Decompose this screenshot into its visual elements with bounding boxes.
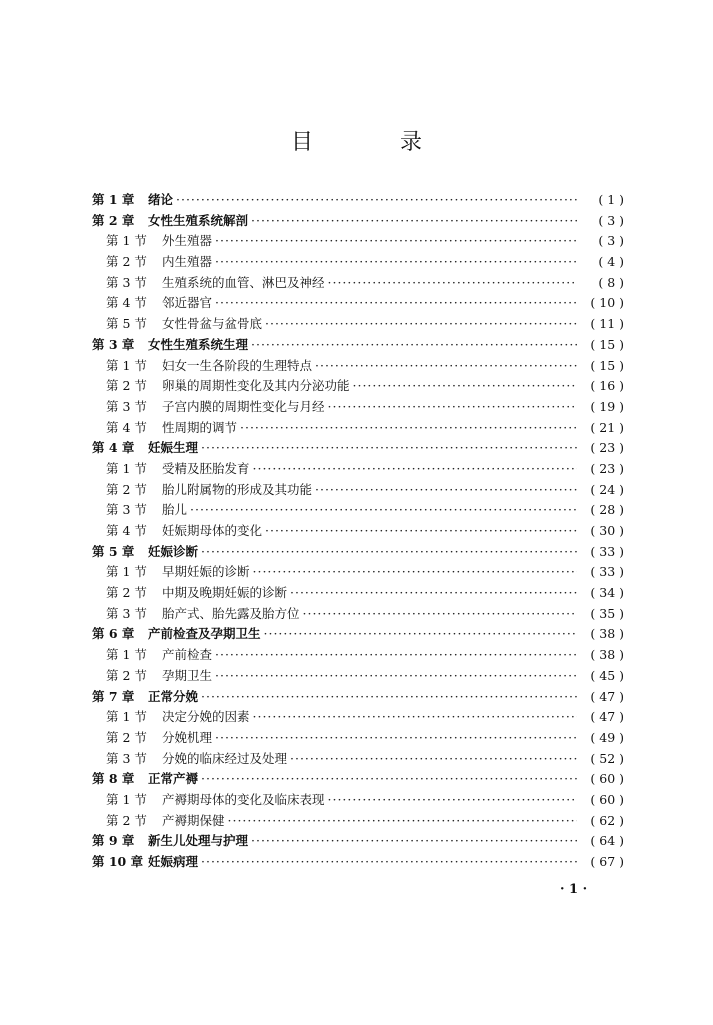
entry-number: 第 9 章 [92,833,135,849]
entry-page: ( 33 ) [590,564,624,580]
dot-leader [315,480,577,501]
entry-page: ( 34 ) [590,585,624,601]
entry-number: 第 3 章 [92,336,135,352]
entry-title: 正常分娩 [148,688,199,704]
toc-chapter-entry [92,624,624,645]
entry-title: 孕期卫生 [162,667,213,683]
entry-title: 胎儿 [162,502,188,518]
entry-number: 第 2 节 [106,667,147,683]
entry-page: ( 30 ) [590,523,624,538]
toc-section-entry [92,314,624,335]
entry-number: 第 4 章 [92,440,135,456]
toc-section-entry [92,666,624,687]
entry-page: ( 19 ) [590,398,624,414]
entry-page: ( 10 ) [590,295,624,311]
toc-section-entry [92,397,624,418]
toc-section-entry [92,356,624,377]
entry-page: ( 35 ) [590,605,624,621]
entry-title: 子宫内膜的周期性变化与月经 [162,398,325,414]
toc-chapter-entry [92,831,624,852]
toc-section-entry [92,645,624,666]
entry-title: 中期及晚期妊娠的诊断 [162,585,288,601]
entry-title: 性周期的调节 [162,419,238,435]
toc-chapter-entry [92,769,624,790]
entry-title: 妊娠期母体的变化 [162,523,263,538]
entry-number: 第 2 节 [106,729,147,745]
entry-title: 决定分娩的因素 [162,709,250,725]
entry-title: 卵巢的周期性变化及其内分泌功能 [162,378,350,394]
entry-title: 新生儿处理与护理 [148,833,249,849]
entry-title: 外生殖器 [162,233,213,249]
entry-number: 第 2 节 [106,254,147,270]
entry-title: 胎儿附属物的形成及其功能 [162,481,313,497]
dot-leader [190,500,577,521]
entry-page: ( 38 ) [590,647,624,663]
dot-leader [290,583,577,604]
entry-title: 胎产式、胎先露及胎方位 [162,605,300,621]
entry-title: 女性生殖系统解剖 [148,212,249,228]
entry-title: 分娩机理 [162,729,213,745]
entry-title: 产前检查及孕期卫生 [148,626,261,642]
dot-leader [264,624,577,645]
page-title: 目 录 [291,130,462,155]
dot-leader [201,769,577,790]
dot-leader [215,252,577,273]
entry-title: 绪论 [148,192,174,207]
entry-title: 正常产褥 [148,771,199,787]
dot-leader [215,666,577,687]
entry-number: 第 1 节 [106,709,147,725]
entry-page: ( 24 ) [590,481,624,497]
toc-chapter-entry [92,190,624,211]
toc-chapter-entry [92,687,624,708]
entry-page: ( 1 ) [598,192,624,207]
dot-leader [290,749,577,770]
entry-number: 第 1 节 [106,647,147,663]
entry-page: ( 15 ) [590,336,624,352]
dot-leader [201,438,577,459]
entry-page: ( 3 ) [598,212,624,228]
entry-title: 受精及胚胎发育 [162,460,250,476]
entry-page: ( 62 ) [590,812,624,828]
entry-number: 第 4 节 [106,295,147,311]
entry-title: 女性骨盆与盆骨底 [162,316,263,332]
entry-number: 第 5 节 [106,316,147,332]
entry-title: 妊娠诊断 [148,543,199,559]
dot-leader [201,687,577,708]
entry-number: 第 8 章 [92,771,135,787]
entry-page: ( 49 ) [590,729,624,745]
dot-leader [215,728,577,749]
entry-title: 产褥期保健 [162,812,225,828]
dot-leader [328,790,577,811]
entry-page: ( 21 ) [590,419,624,435]
toc-section-entry [92,231,624,252]
entry-number: 第 4 节 [106,419,147,435]
entry-number: 第 2 节 [106,812,147,828]
dot-leader [215,231,577,252]
dot-leader [228,811,577,832]
dot-leader [240,418,577,439]
entry-page: ( 64 ) [590,833,624,849]
dot-leader [253,707,577,728]
entry-page: ( 11 ) [590,316,624,332]
entry-title: 生殖系统的血管、淋巴及神经 [162,274,325,290]
entry-number: 第 1 节 [106,233,147,249]
entry-number: 第 7 章 [92,688,135,704]
entry-number: 第 2 章 [92,212,135,228]
entry-number: 第 3 节 [106,274,147,290]
dot-leader [176,190,577,211]
entry-page: ( 16 ) [590,378,624,394]
entry-page: ( 23 ) [590,460,624,476]
dot-leader [251,211,577,232]
dot-leader [328,273,577,294]
toc-chapter-entry [92,852,624,873]
entry-number: 第 6 章 [92,626,135,642]
entry-title: 女性生殖系统生理 [148,336,249,352]
entry-number: 第 1 节 [106,357,147,373]
toc-section-entry [92,728,624,749]
toc-section-entry [92,521,624,542]
entry-page: ( 4 ) [598,254,624,270]
entry-number: 第 1 节 [106,791,147,807]
entry-title: 内生殖器 [162,254,213,270]
dot-leader [201,542,577,563]
entry-number: 第 3 节 [106,750,147,766]
toc-chapter-entry [92,335,624,356]
dot-leader [201,852,577,873]
dot-leader [353,376,577,397]
dot-leader [315,356,577,377]
toc-section-entry [92,811,624,832]
toc-chapter-entry [92,438,624,459]
entry-number: 第 2 节 [106,378,147,394]
entry-title: 妊娠病理 [148,854,199,869]
dot-leader [303,604,577,625]
toc-section-entry [92,480,624,501]
toc-chapter-entry [92,211,624,232]
entry-page: ( 15 ) [590,357,624,373]
entry-page: ( 33 ) [590,543,624,559]
entry-number: 第 5 章 [92,543,135,559]
entry-number: 第 3 节 [106,398,147,414]
entry-page: ( 23 ) [590,440,624,456]
entry-page: ( 45 ) [590,667,624,683]
toc-section-entry [92,583,624,604]
entry-number: 第 1 节 [106,460,147,476]
entry-page: ( 28 ) [590,502,624,518]
entry-number: 第 4 节 [106,523,147,538]
entry-page: ( 8 ) [598,274,624,290]
toc-chapter-entry [92,542,624,563]
entry-page: ( 60 ) [590,791,624,807]
dot-leader [253,562,577,583]
entry-number: 第 2 节 [106,481,147,497]
entry-page: ( 52 ) [590,750,624,766]
entry-title: 分娩的临床经过及处理 [162,750,288,766]
entry-page: ( 3 ) [598,233,624,249]
toc-section-entry [92,500,624,521]
entry-title: 妇女一生各阶段的生理特点 [162,357,313,373]
toc-section-entry [92,293,624,314]
dot-leader [215,645,577,666]
toc-section-entry [92,562,624,583]
dot-leader [328,397,577,418]
entry-title: 产前检查 [162,647,213,663]
entry-title: 产褥期母体的变化及临床表现 [162,791,325,807]
dot-leader [253,459,577,480]
entry-number: 第 10 章 [92,854,144,869]
toc-section-entry [92,604,624,625]
toc-section-entry [92,749,624,770]
dot-leader [251,335,577,356]
toc-section-entry [92,252,624,273]
entry-number: 第 1 章 [92,192,135,207]
entry-number: 第 3 节 [106,502,147,518]
entry-page: ( 60 ) [590,771,624,787]
table-of-contents [92,190,624,873]
entry-title: 妊娠生理 [148,440,199,456]
toc-section-entry [92,273,624,294]
entry-title: 早期妊娠的诊断 [162,564,250,580]
entry-page: ( 47 ) [590,709,624,725]
toc-section-entry [92,790,624,811]
dot-leader [265,314,577,335]
dot-leader [215,293,577,314]
entry-number: 第 2 节 [106,585,147,601]
entry-page: ( 38 ) [590,626,624,642]
entry-number: 第 1 节 [106,564,147,580]
toc-section-entry [92,707,624,728]
entry-page: ( 47 ) [590,688,624,704]
page-number: · 1 · [560,882,588,897]
dot-leader [265,521,577,542]
toc-section-entry [92,418,624,439]
entry-page: ( 67 ) [590,854,624,869]
entry-number: 第 3 节 [106,605,147,621]
toc-section-entry [92,459,624,480]
dot-leader [251,831,577,852]
toc-section-entry [92,376,624,397]
entry-title: 邻近器官 [162,295,213,311]
